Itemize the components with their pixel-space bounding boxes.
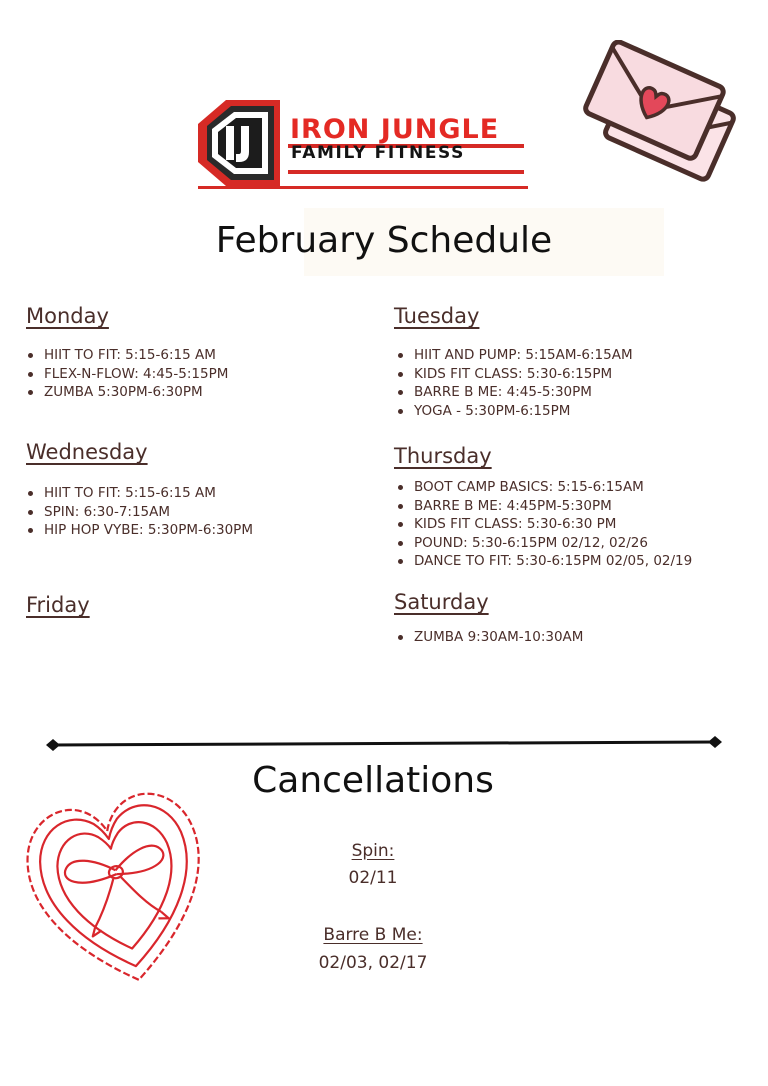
list-item: YOGA - 5:30PM-6:15PM bbox=[396, 402, 633, 421]
list-item: FLEX-N-FLOW: 4:45-5:15PM bbox=[26, 365, 228, 384]
list-item: ZUMBA 9:30AM-10:30AM bbox=[396, 628, 583, 647]
cancel-label-spin: Spin: bbox=[351, 841, 395, 861]
section-divider bbox=[44, 735, 724, 755]
list-item: KIDS FIT CLASS: 5:30-6:30 PM bbox=[396, 515, 692, 534]
page-title: February Schedule bbox=[215, 220, 553, 261]
day-heading-wednesday: Wednesday bbox=[26, 440, 148, 464]
cancellations-title: Cancellations bbox=[252, 760, 494, 801]
logo-line-1: IRON JUNGLE bbox=[290, 114, 500, 145]
class-list-tuesday bbox=[396, 346, 633, 420]
list-item: SPIN: 6:30-7:15AM bbox=[26, 503, 253, 522]
day-heading-friday: Friday bbox=[26, 593, 90, 617]
day-heading-tuesday: Tuesday bbox=[394, 304, 480, 328]
cancel-label-barre: Barre B Me: bbox=[323, 925, 423, 945]
list-item: POUND: 5:30-6:15PM 02/12, 02/26 bbox=[396, 534, 692, 553]
list-item: BARRE B ME: 4:45-5:30PM bbox=[396, 383, 633, 402]
lace-heart-with-bow-icon bbox=[20, 770, 216, 995]
list-item: HIIT TO FIT: 5:15-6:15 AM bbox=[26, 484, 253, 503]
cancel-dates-spin: 02/11 bbox=[348, 868, 398, 888]
list-item: ZUMBA 5:30PM-6:30PM bbox=[26, 383, 228, 402]
cancel-dates-barre: 02/03, 02/17 bbox=[318, 953, 428, 973]
class-list-wednesday bbox=[26, 484, 253, 540]
class-list-saturday bbox=[396, 628, 583, 647]
day-heading-saturday: Saturday bbox=[394, 590, 489, 614]
day-heading-thursday: Thursday bbox=[394, 444, 492, 468]
class-list-monday bbox=[26, 346, 228, 402]
list-item: BARRE B ME: 4:45PM-5:30PM bbox=[396, 497, 692, 516]
list-item: BOOT CAMP BASICS: 5:15-6:15AM bbox=[396, 478, 692, 497]
class-list-thursday bbox=[396, 478, 692, 571]
logo-line-2: FAMILY FITNESS bbox=[291, 143, 465, 163]
list-item: DANCE TO FIT: 5:30-6:15PM 02/05, 02/19 bbox=[396, 552, 692, 571]
list-item: HIP HOP VYBE: 5:30PM-6:30PM bbox=[26, 521, 253, 540]
list-item: HIIT TO FIT: 5:15-6:15 AM bbox=[26, 346, 228, 365]
envelope-heart-icon bbox=[574, 40, 744, 185]
day-heading-monday: Monday bbox=[26, 304, 109, 328]
list-item: KIDS FIT CLASS: 5:30-6:15PM bbox=[396, 365, 633, 384]
list-item: HIIT AND PUMP: 5:15AM-6:15AM bbox=[396, 346, 633, 365]
